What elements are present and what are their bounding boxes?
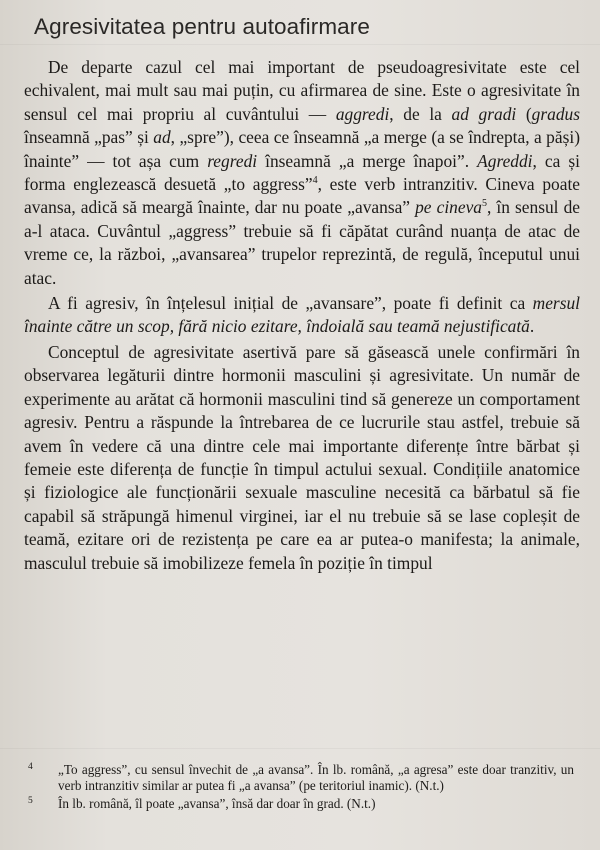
text-run: . xyxy=(529,316,535,337)
text-run: înseamnă „pas” și xyxy=(24,127,154,148)
bleed-through xyxy=(0,748,600,749)
paragraph xyxy=(24,341,580,575)
italic-run: mersul înainte către un scop, fără nicio ezitare, îndoială sau teamă nejustificată xyxy=(24,293,580,337)
bleed-through xyxy=(0,44,600,45)
paragraph xyxy=(24,292,580,339)
italic-run: gradus xyxy=(531,103,580,124)
footnote-mark: 5 xyxy=(28,796,33,806)
italic-run: regredi xyxy=(207,150,258,171)
text-run: , „spre”), ceea ce înseamnă „a merge (a se îndrepta, a păși) înainte” — tot așa cum xyxy=(24,127,580,171)
text-run: De departe cazul cel mai important de pseudoagresivitate este cel echivalent, mai mult sau mai puțin, cu afirmarea de sine. Este o agresivitate în sensul cel mai propriu al cuvântului — xyxy=(24,57,580,124)
text-run: Conceptul de agresivitate asertivă pare să găsească unele confirmări în observarea legăturii dintre hormonii masculini și agresivitate. Un număr de experimente au arătat că hormonii masculini tind să genereze un comportament agresiv. Pentru a răspunde la întrebarea de ce lucrurile stau astfel, trebuie să avem în vedere că una dintre cele mai importante diferențe între bărbat și femeie este diferența de funcție în timpul actului sexual. Condițiile anatomice și fiziologice ale funcționării sexuale masculine necesită ca bărbatul să fie capabil să străpungă himenul virginei, iar el nu trebuie să se lase copleșit de teamă, ezitare ori de rezistența pe care ea ar putea-o manifesta; la animale, masculul trebuie să imobilizeze femela în poziție în timpul xyxy=(24,341,580,573)
text-run: , de la xyxy=(389,103,452,124)
paragraph xyxy=(24,56,580,290)
text-run: A fi agresiv, în înțelesul inițial de „avansare”, poate fi definit ca xyxy=(48,293,533,314)
footnote-mark: 4 xyxy=(28,762,33,772)
footnote-text: „To aggress”, cu sensul învechit de „a avansa”. În lb. română, „a agresa” este doar tranzitiv, un verb intranzitiv similar ar putea fi „a avansa” (pe teritoriul inamic). (N.t.) xyxy=(58,762,574,793)
text-run: , este verb intranzitiv. Cineva poate avansa, adică să meargă înainte, dar nu poate „avansa” xyxy=(24,174,580,218)
italic-run: ad gradi xyxy=(451,103,517,124)
footnote xyxy=(26,762,574,794)
italic-run: Agreddi xyxy=(477,150,533,171)
footnote-ref: 4 xyxy=(312,175,318,187)
italic-run: aggredi xyxy=(335,103,390,124)
text-run: ( xyxy=(516,103,532,124)
text-run: , în sensul de a-l ataca. Cuvântul „aggress” trebuie să fi căpătat curând nuanța de atac de vreme ce, la război, „avansarea” trupelor reprezintă, de regulă, începutul unui atac. xyxy=(24,197,580,288)
italic-run: ad xyxy=(153,127,171,148)
footnotes xyxy=(26,762,574,814)
text-run: înseamnă „a merge înapoi”. xyxy=(257,150,478,171)
footnote xyxy=(26,796,574,812)
footnote-ref: 5 xyxy=(481,198,487,210)
footnote-text: În lb. română, îl poate „avansa”, însă dar doar în grad. (N.t.) xyxy=(58,796,376,811)
text-run: , ca și forma englezească desuetă „to aggress” xyxy=(24,150,580,195)
italic-run: pe cineva xyxy=(415,197,482,218)
section-heading: Agresivitatea pentru autoafirmare xyxy=(34,14,370,39)
body-text xyxy=(24,56,580,575)
